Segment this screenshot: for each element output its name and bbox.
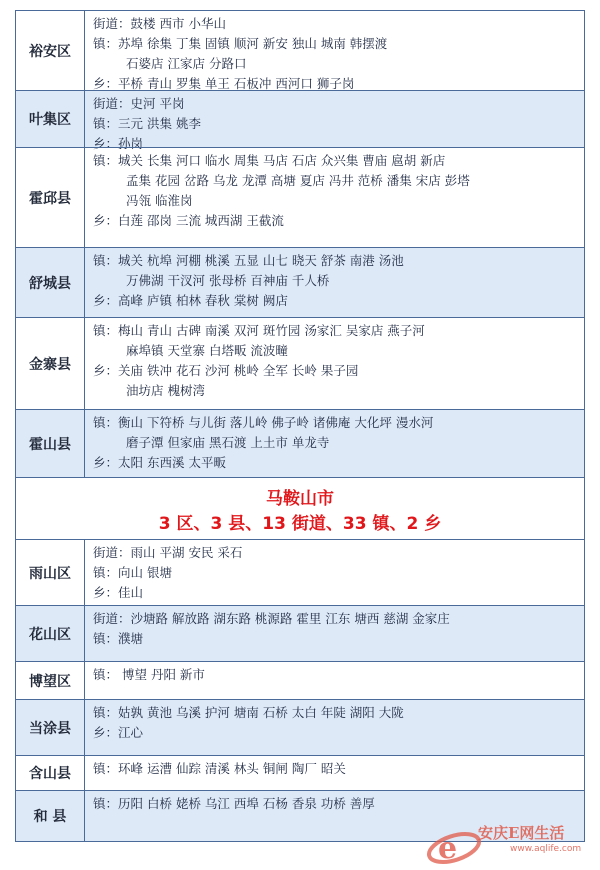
town-list-line: 万佛湖 干汊河 张母桥 百神庙 千人桥 [126, 273, 330, 288]
svg-text:e: e [438, 831, 458, 866]
watermark [426, 814, 596, 866]
district-towns [85, 662, 584, 699]
town-list-line: 乡：江心 [93, 725, 144, 740]
district-name: 花山区 [16, 606, 85, 661]
district-towns [85, 756, 584, 790]
town-list-line: 镇：衡山 下符桥 与儿街 落儿岭 佛子岭 诸佛庵 大化坪 漫水河 [93, 415, 434, 430]
town-list-line: 镇：梅山 青山 古碑 南溪 双河 斑竹园 汤家汇 吴家店 燕子河 [93, 323, 425, 338]
district-towns [85, 700, 584, 755]
district-name: 博望区 [16, 662, 85, 699]
town-list-line: 街道：史河 平岗 [93, 96, 185, 111]
watermark-url: www.aqlife.com [510, 844, 582, 854]
town-list-line: 石婆店 江家店 分路口 [126, 56, 247, 71]
district-towns [85, 148, 584, 247]
town-list-line: 镇：姑孰 黄池 乌溪 护河 塘南 石桥 太白 年陡 湖阳 大陇 [93, 705, 404, 720]
district-row [15, 755, 585, 790]
town-list-line: 乡：白莲 邵岗 三流 城西湖 王截流 [93, 213, 284, 228]
town-list-line: 街道：雨山 平湖 安民 采石 [93, 545, 243, 560]
district-name: 含山县 [16, 756, 85, 790]
district-row [15, 147, 585, 247]
district-name: 霍山县 [16, 410, 85, 477]
town-list-line: 镇：濮塘 [93, 631, 144, 646]
watermark-text: 安庆E网生活 [478, 824, 565, 842]
town-list-line: 乡：平桥 青山 罗集 单王 石板冲 西河口 狮子岗 [93, 76, 355, 91]
district-row [15, 317, 585, 409]
district-name: 叶集区 [16, 91, 85, 147]
district-row [15, 409, 585, 477]
district-towns [85, 318, 584, 409]
district-name: 金寨县 [16, 318, 85, 409]
town-list-line: 冯瓴 临淮岗 [126, 193, 193, 208]
city-section-header [15, 477, 585, 539]
district-towns [85, 606, 584, 661]
district-name: 舒城县 [16, 248, 85, 317]
town-list-line: 镇：历阳 白桥 姥桥 乌江 西埠 石杨 香泉 功桥 善厚 [93, 796, 375, 811]
district-row [15, 699, 585, 755]
district-towns [85, 248, 584, 317]
town-list-line: 麻埠镇 天堂寨 白塔畈 流波疃 [126, 343, 288, 358]
district-name: 和 县 [16, 791, 85, 841]
town-list-line: 镇： 博望 丹阳 新市 [93, 667, 205, 682]
city-summary: 3 区、3 县、13 街道、33 镇、2 乡 [158, 514, 442, 534]
district-row [15, 90, 585, 151]
district-name: 雨山区 [16, 540, 85, 605]
town-list-line: 街道：鼓楼 西市 小华山 [93, 16, 226, 31]
district-name: 裕安区 [16, 11, 85, 90]
town-list-line: 孟集 花园 岔路 乌龙 龙潭 高塘 夏店 冯井 范桥 潘集 宋店 彭塔 [126, 173, 470, 188]
district-row [15, 539, 585, 605]
town-list-line: 镇：三元 洪集 姚李 [93, 116, 201, 131]
town-list-line: 磨子潭 但家庙 黑石渡 上土市 单龙寺 [126, 435, 330, 450]
town-list-line: 乡：高峰 庐镇 柏林 春秋 棠树 阙店 [93, 293, 288, 308]
district-row [15, 605, 585, 661]
city-title: 马鞍山市 [266, 489, 334, 509]
town-list-line: 乡：佳山 [93, 585, 144, 600]
district-row [15, 661, 585, 699]
town-list-line: 乡：太阳 东西溪 太平畈 [93, 455, 226, 470]
district-towns [85, 410, 584, 477]
town-list-line: 镇：苏埠 徐集 丁集 固镇 顺河 新安 独山 城南 韩摆渡 [93, 36, 388, 51]
town-list-line: 镇：城关 长集 河口 临水 周集 马店 石店 众兴集 曹庙 扈胡 新店 [93, 153, 446, 168]
town-list-line: 乡：关庙 铁冲 花石 沙河 桃岭 全军 长岭 果子园 [93, 363, 359, 378]
district-towns [85, 540, 584, 605]
town-list-line: 油坊店 槐树湾 [126, 383, 205, 398]
town-list-line: 镇：城关 杭埠 河棚 桃溪 五显 山七 晓天 舒茶 南港 汤池 [93, 253, 404, 268]
town-list-line: 街道：沙塘路 解放路 湖东路 桃源路 霍里 江东 塘西 慈湖 金家庄 [93, 611, 450, 626]
district-towns [85, 11, 584, 90]
town-list-line: 镇：环峰 运漕 仙踪 清溪 林头 铜闸 陶厂 昭关 [93, 761, 346, 776]
district-name: 霍邱县 [16, 148, 85, 247]
town-list-line: 镇：向山 银塘 [93, 565, 172, 580]
district-name: 当涂县 [16, 700, 85, 755]
district-row [15, 247, 585, 317]
district-row [15, 10, 585, 90]
town-list-line: 乡：孙岗 [93, 136, 144, 151]
district-towns [85, 91, 584, 151]
